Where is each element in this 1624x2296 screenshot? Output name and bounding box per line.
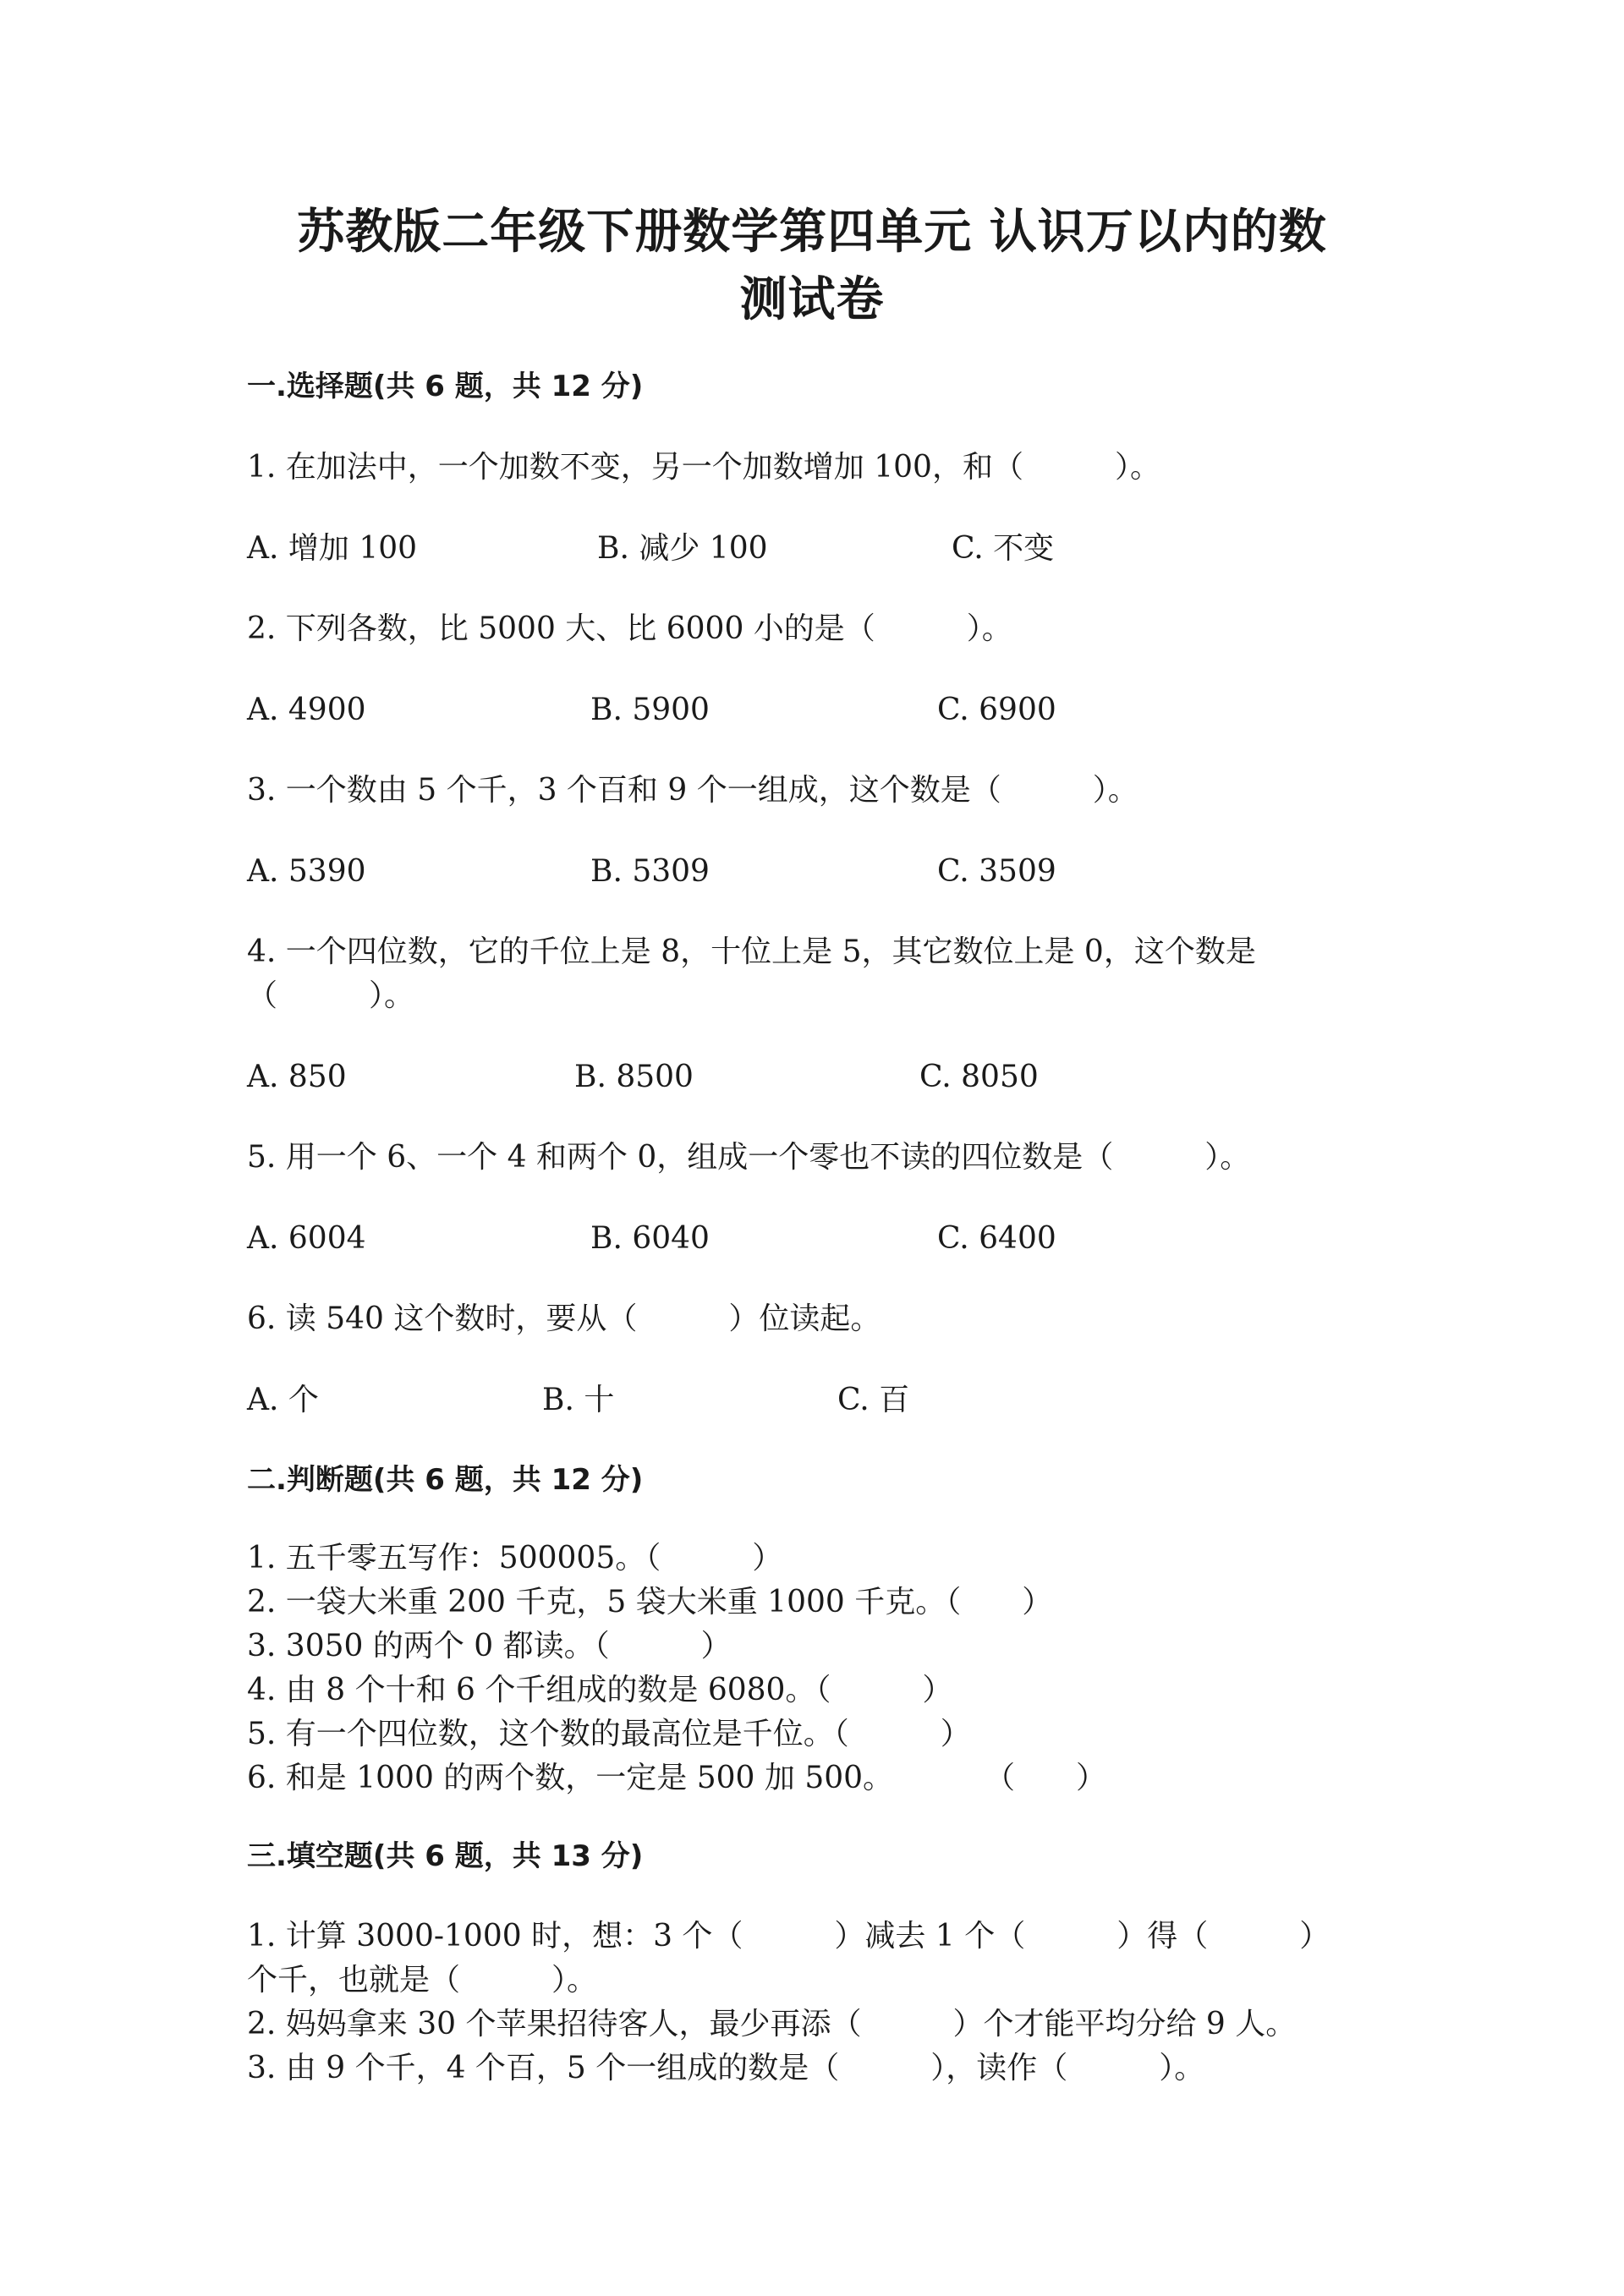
choice-2-option-b: B. 5900 [590,693,710,727]
choice-6-option-a: A. 个 [247,1383,319,1417]
choice-1-option-a: A. 增加 100 [247,531,418,566]
judge-item-3: 3. 3050 的两个 0 都读。（ ） [247,1629,732,1663]
choice-question-6: 6. 读 540 这个数时，要从（ ）位读起。 [247,1301,881,1336]
choice-1-option-c: C. 不变 [952,531,1055,566]
choice-5-option-b: B. 6040 [590,1221,710,1256]
judge-item-2: 2. 一袋大米重 200 千克，5 袋大米重 1000 千克。（ ） [247,1585,1053,1619]
choice-question-5: 5. 用一个 6、一个 4 和两个 0，组成一个零也不读的四位数是（ ）。 [247,1140,1251,1175]
section-heading-fill: 三.填空题(共 6 题，共 13 分) [247,1839,644,1873]
choice-question-1: 1. 在加法中，一个加数不变，另一个加数增加 100，和（ ）。 [247,450,1160,485]
choice-6-option-b: B. 十 [542,1383,615,1417]
choice-1-option-b: B. 减少 100 [597,531,768,566]
choice-4-option-b: B. 8500 [574,1060,694,1094]
choice-5-option-a: A. 6004 [247,1221,366,1256]
section-heading-choice: 一.选择题(共 6 题，共 12 分) [247,370,644,403]
choice-4-option-c: C. 8050 [919,1060,1039,1094]
section-heading-judge: 二.判断题(共 6 题，共 12 分) [247,1463,644,1497]
judge-item-5: 5. 有一个四位数，这个数的最高位是千位。（ ） [247,1717,971,1751]
choice-2-option-a: A. 4900 [247,693,366,727]
choice-3-option-a: A. 5390 [247,854,366,889]
fill-item-2: 2. 妈妈拿来 30 个苹果招待客人，最少再添（ ）个才能平均分给 9 人。 [247,2007,1297,2041]
page-title-line-1: 苏教版二年级下册数学第四单元 认识万以内的数 [297,205,1327,260]
choice-3-option-c: C. 3509 [937,854,1056,889]
choice-4-option-a: A. 850 [247,1060,347,1094]
judge-item-1: 1. 五千零五写作：500005。（ ） [247,1541,783,1575]
choice-question-4: 4. 一个四位数，它的千位上是 8，十位上是 5，其它数位上是 0，这个数是（ ）。 [247,934,1256,1013]
judge-item-4: 4. 由 8 个十和 6 个千组成的数是 6080。（ ） [247,1673,953,1707]
choice-3-option-b: B. 5309 [590,854,710,889]
choice-6-option-c: C. 百 [837,1383,910,1417]
fill-item-3: 3. 由 9 个千，4 个百，5 个一组成的数是（ ），读作（ ）。 [247,2051,1205,2085]
choice-question-3: 3. 一个数由 5 个千，3 个百和 9 个一组成，这个数是（ ）。 [247,773,1138,808]
choice-2-option-c: C. 6900 [937,693,1056,727]
fill-item-1: 1. 计算 3000-1000 时，想：3 个（ ）减去 1 个（ ）得（ ）个千，也就是（ ）。 [247,1919,1330,1997]
choice-question-2: 2. 下列各数，比 5000 大、比 6000 小的是（ ）。 [247,611,1012,646]
page-title-line-2: 测试卷 [739,272,885,327]
choice-5-option-c: C. 6400 [937,1221,1056,1256]
judge-item-6: 6. 和是 1000 的两个数，一定是 500 加 500。 （ ） [247,1761,1107,1795]
